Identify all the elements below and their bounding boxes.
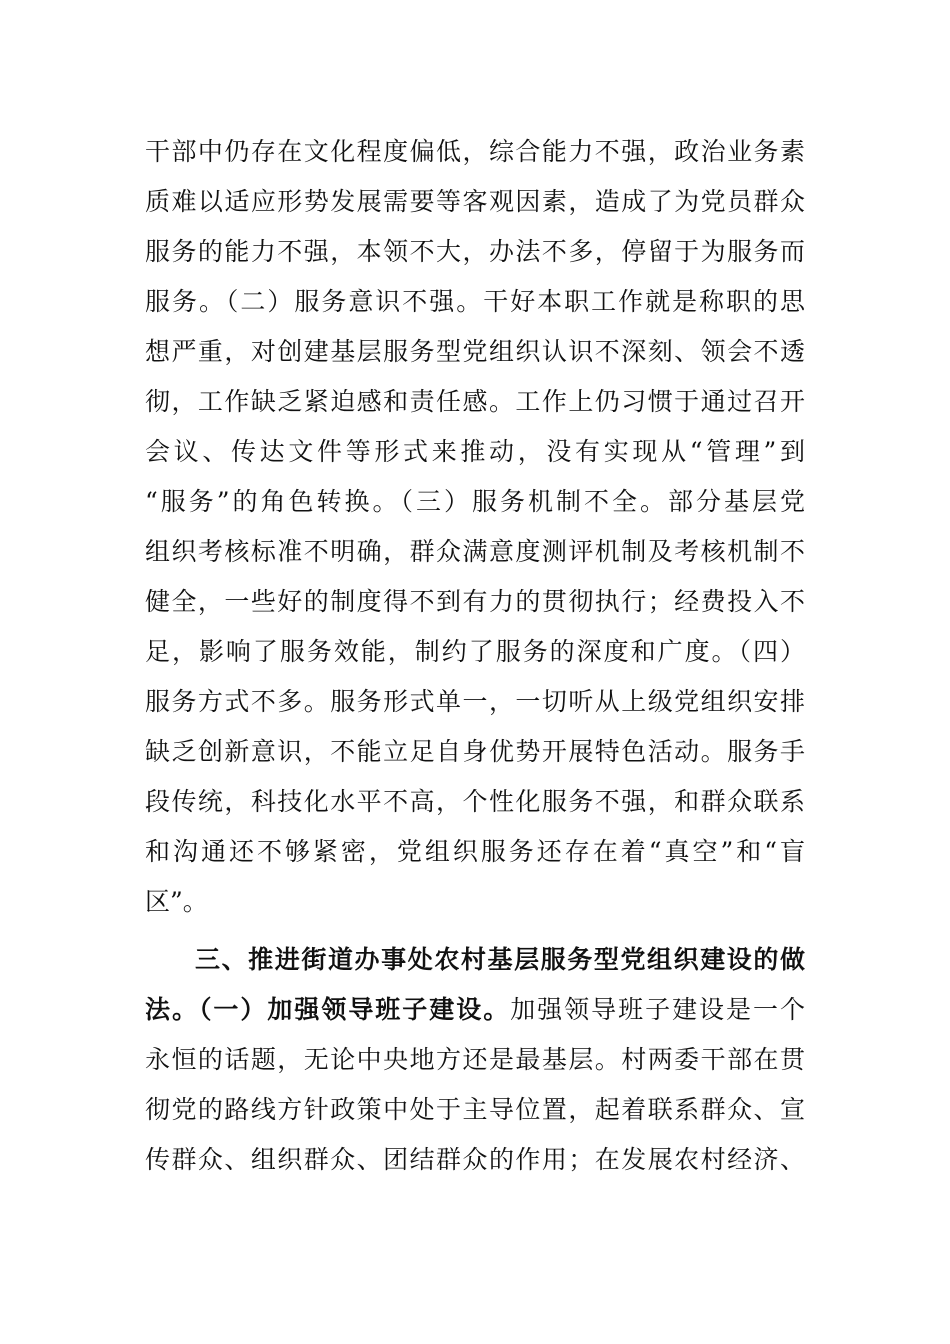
text-line: 和沟通还不够紧密，党组织服务还存在着“真空”和“盲 [145, 837, 805, 866]
text-line: 服务的能力不强，本领不大，办法不多，停留于为服务而 [145, 237, 805, 266]
text-line: 传群众、组织群众、团结群众的作用；在发展农村经济、 [145, 1145, 805, 1174]
text-line: “服务”的角色转换。（三）服务机制不全。部分基层党 [145, 487, 805, 516]
text-line: 足，影响了服务效能，制约了服务的深度和广度。（四） [145, 637, 805, 666]
text-line: 区”。 [145, 887, 208, 916]
text-line: 会议、传达文件等形式来推动，没有实现从“管理”到 [145, 437, 805, 466]
subsection-heading: 法。（一）加强领导班子建设。 [145, 995, 511, 1024]
text-line: 服务。（二）服务意识不强。干好本职工作就是称职的思 [145, 287, 805, 316]
text-line: 服务方式不多。服务形式单一，一切听从上级党组织安排 [145, 687, 805, 716]
text-line [145, 985, 805, 1035]
paragraph-1 [145, 127, 805, 927]
text-line: 干部中仍存在文化程度偏低，综合能力不强，政治业务素 [145, 137, 805, 166]
text-line: 彻，工作缺乏紧迫感和责任感。工作上仍习惯于通过召开 [145, 387, 805, 416]
text-line: 缺乏创新意识，不能立足自身优势开展特色活动。服务手 [145, 737, 805, 766]
paragraph-gap [145, 927, 805, 935]
section-heading: 三、推进街道办事处农村基层服务型党组织建设的做 [195, 945, 805, 974]
paragraph-2 [145, 935, 805, 1185]
text-line: 永恒的话题，无论中央地方还是最基层。村两委干部在贯 [145, 1045, 805, 1074]
text-segment: 加强领导班子建设是一个 [510, 995, 805, 1024]
text-line: 段传统，科技化水平不高，个性化服务不强，和群众联系 [145, 787, 805, 816]
document-body [145, 127, 805, 1185]
text-line: 彻党的路线方针政策中处于主导位置，起着联系群众、宣 [145, 1095, 805, 1124]
text-line: 健全，一些好的制度得不到有力的贯彻执行；经费投入不 [145, 587, 805, 616]
text-line: 想严重，对创建基层服务型党组织认识不深刻、领会不透 [145, 337, 805, 366]
text-line: 质难以适应形势发展需要等客观因素，造成了为党员群众 [145, 187, 805, 216]
text-line: 组织考核标准不明确，群众满意度测评机制及考核机制不 [145, 537, 805, 566]
